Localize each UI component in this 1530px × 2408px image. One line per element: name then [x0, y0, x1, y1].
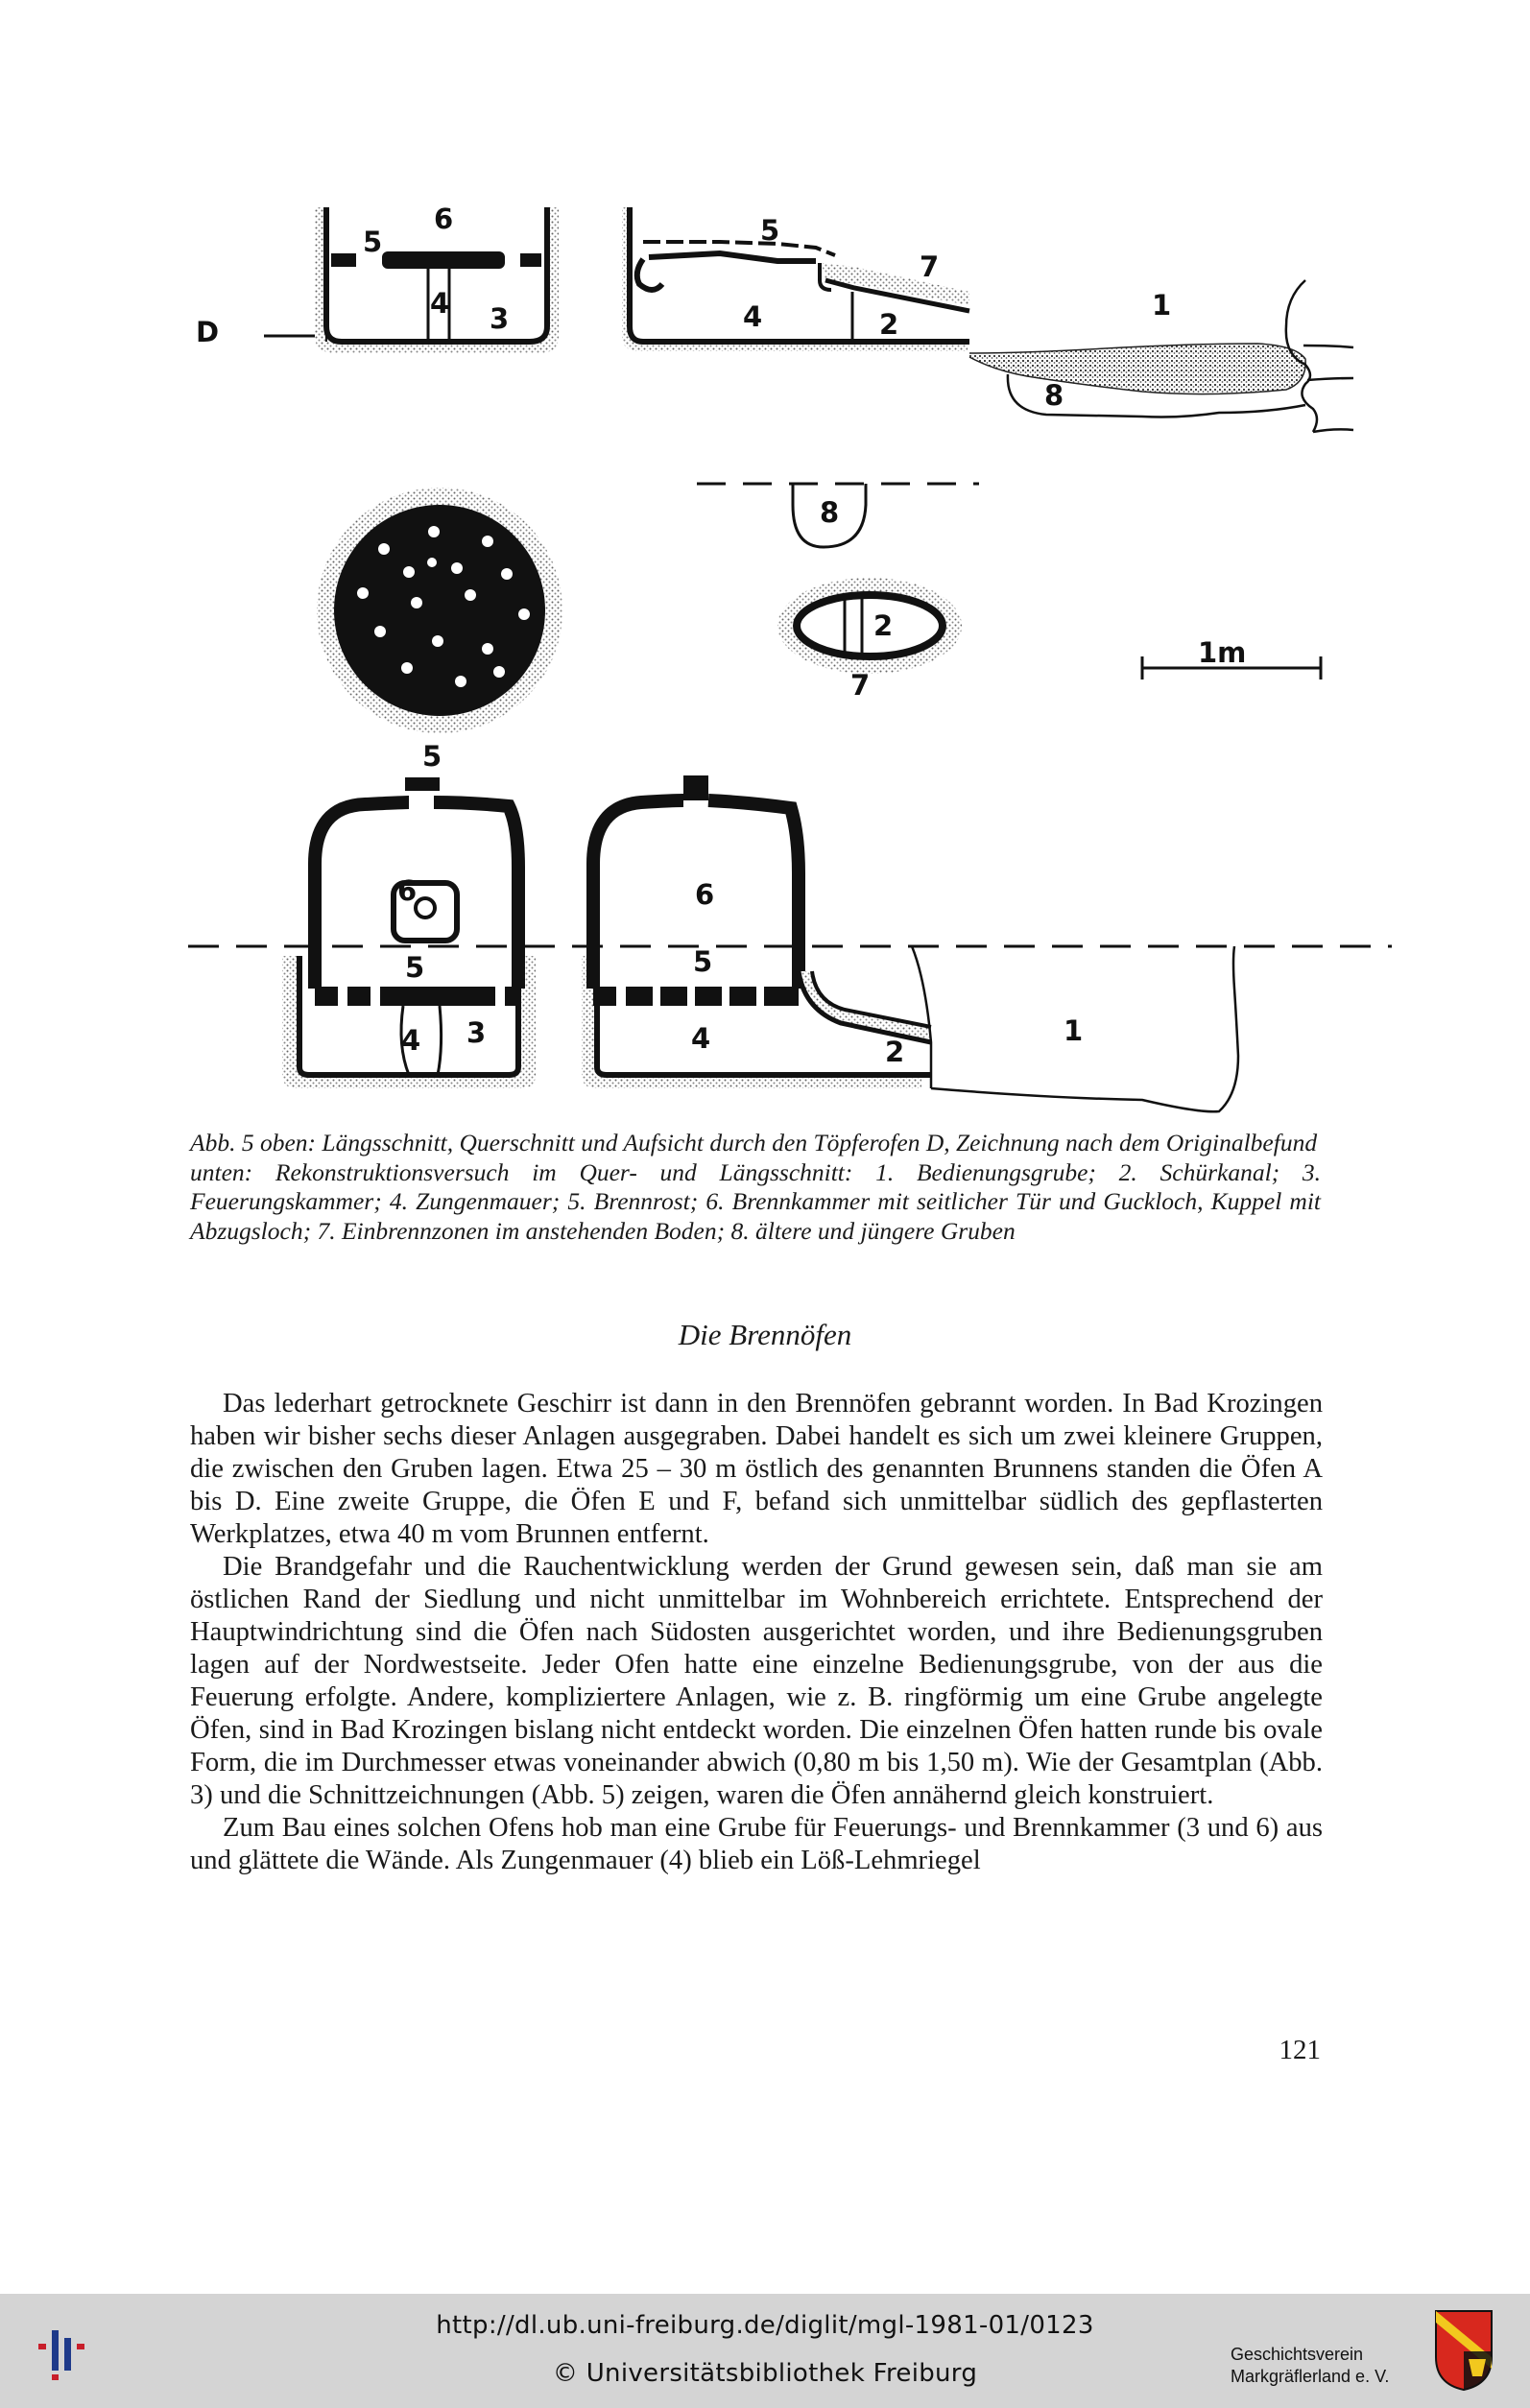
label-1-recon: 1 — [1064, 1014, 1084, 1047]
figure-caption — [190, 1129, 1321, 1246]
society-name — [1231, 2344, 1422, 2388]
caption-line-top: Abb. 5 oben: Längsschnitt, Querschnitt und Aufsicht durch den Töpferofen D, Zeichnung nach dem Originalbefund — [190, 1129, 1318, 1156]
label-5-plan: 5 — [422, 740, 442, 773]
kiln-plan-view — [317, 488, 562, 733]
society-line-1: Geschichtsverein — [1231, 2345, 1364, 2364]
label-scale: 1m — [1198, 636, 1247, 669]
label-2-recon: 2 — [885, 1036, 905, 1068]
label-8-top: 8 — [1044, 379, 1064, 412]
society-line-2: Markgräflerland e. V. — [1231, 2367, 1390, 2386]
label-4-top: 4 — [430, 287, 450, 320]
label-2-top: 2 — [879, 308, 899, 341]
label-6-top: 6 — [434, 203, 454, 235]
kiln-drawing — [182, 192, 1401, 1123]
paragraph: Das lederhart getrocknete Geschirr ist dann in den Brennöfen gebrannt worden. In Bad Krozingen haben wir bisher sechs dieser Anlagen ausgegraben. Dabei handelt es sich um zwei kleinere Gruppen, die zwischen den Gruben lagen. Etwa 25 – 30 m östlich des genannten Brunnens standen die Öfen A bis D. Eine zweite Gruppe, die Öfen E und F, befand sich unmittelbar südlich des gepflasterten Werkplatzes, etwa 40 m vom Brunnen entfernt. — [190, 1389, 1323, 1549]
cross-section-top — [264, 207, 559, 353]
footer-url[interactable]: http://dl.ub.uni-freiburg.de/diglit/mgl-1981-01/0123 — [436, 2311, 1094, 2340]
footer-copyright: © Universitätsbibliothek Freiburg — [552, 2359, 978, 2388]
paragraph: Die Brandgefahr und die Rauchentwicklung werden der Grund gewesen sein, daß man sie am östlichen Rand der Siedlung und nicht unmittelbar im Wohnbereich errichtete. Entsprechend der Hauptwindrichtung sind die Öfen nach Südosten ausgerichtet worden, und ihre Bedienungsgruben lagen auf der Nordwestseite. Jeder Ofen hatte eine einzelne Bedienungsgrube, von der aus die Feuerung erfolgte. Andere, kompliziertere Anlagen, wie z. B. ringförmig um eine Grube angelegte Öfen, sind in Bad Krozingen bislang nicht entdeckt worden. Die einzelnen Öfen hatten runde bis ovale Form, die im Durchmesser etwas voneinander abwich (0,80 m bis 1,50 m). Wie der Gesamtplan (Abb. 3) und die Schnittzeichnungen (Abb. 5) zeigen, waren die Öfen annähernd gleich konstruiert. — [190, 1552, 1323, 1810]
label-7-top: 7 — [920, 250, 940, 283]
label-2-plan: 2 — [873, 609, 894, 642]
label-3-top: 3 — [490, 302, 510, 335]
reconstruction-long-section — [582, 775, 1238, 1111]
label-4-long: 4 — [743, 300, 763, 333]
coat-of-arms-icon — [1434, 2309, 1494, 2392]
label-8-pit: 8 — [820, 496, 840, 529]
label-6-recon-right: 6 — [695, 878, 715, 911]
paragraph: Zum Bau eines solchen Ofens hob man eine Grube für Feuerungs- und Brennkammer (3 und 6) aus und glättete die Wände. Als Zungenmauer (4) blieb ein Löß-Lehmriegel — [190, 1813, 1323, 1875]
label-5-recon-right: 5 — [693, 945, 713, 978]
label-3-recon: 3 — [466, 1016, 487, 1049]
label-4-recon-right: 4 — [691, 1022, 711, 1055]
label-5-recon-left: 5 — [405, 951, 425, 984]
label-4-recon-left: 4 — [401, 1024, 421, 1057]
channel-plan — [777, 578, 962, 674]
label-d: D — [196, 316, 220, 348]
label-1-top: 1 — [1152, 289, 1172, 322]
section-heading: Die Brennöfen — [678, 1318, 852, 1351]
caption-line-bottom: unten: Rekonstruktionsversuch im Quer- und Längsschnitt: 1. Bedienungsgrube; 2. Schürkanal; 3. Feuerungskammer; 4. Zungenmauer; 5. Brennrost; 6. Brennkammer mit seitlicher Tür und Guckloch, Kuppel mit Abzugsloch; 7. Einbrennzonen im anstehenden Boden; 8. ältere und jüngere Gruben — [190, 1157, 1321, 1245]
label-5-top-left: 5 — [363, 226, 383, 258]
page-number: 121 — [1279, 2035, 1321, 2065]
kiln-section-figure — [182, 192, 1401, 1123]
body-text — [190, 1388, 1323, 1877]
label-6-recon-left: 6 — [397, 874, 418, 907]
label-5-top-right: 5 — [760, 214, 780, 247]
footer-bar — [0, 2294, 1530, 2408]
long-section-top — [622, 207, 1353, 432]
label-7-plan: 7 — [850, 669, 871, 702]
